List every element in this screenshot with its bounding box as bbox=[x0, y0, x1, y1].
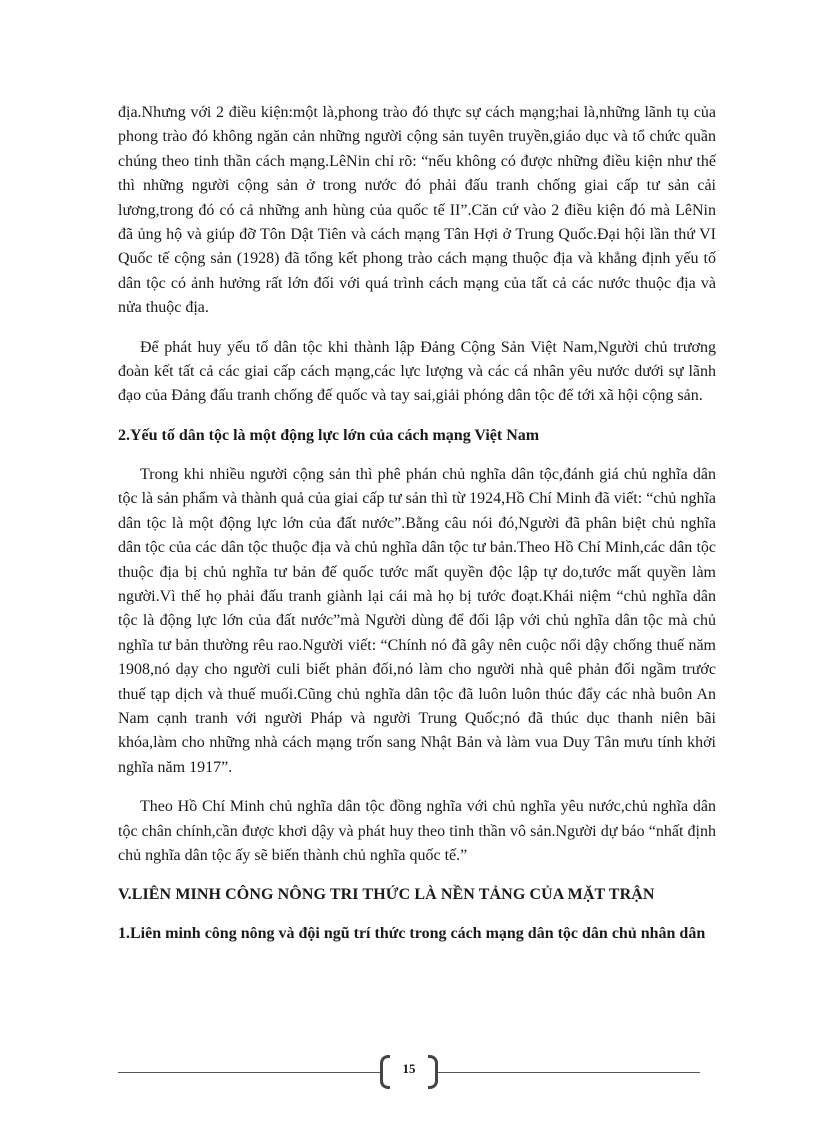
paragraph-party-founding: Để phát huy yếu tố dân tộc khi thành lập Đảng Cộng Sản Việt Nam,Người chủ trương đoàn kết tất cả các giai cấp cách mạng,các lực lượng và các cá nhân yêu nước dưới sự lãnh đạo của Đảng đấu tranh chống đế quốc và tay sai,giải phóng dân tộc để tới xã hội cộng sản. bbox=[118, 338, 716, 405]
subsection-1-heading: 1.Liên minh công nông và đội ngũ trí thức trong cách mạng dân tộc dân chủ nhân dân bbox=[118, 925, 706, 943]
footer-bracket-left bbox=[380, 1055, 390, 1089]
paragraph-nationalism-patriotism: Theo Hồ Chí Minh chủ nghĩa dân tộc đồng nghĩa với chủ nghĩa yêu nước,chủ nghĩa dân tộc chân chính,cần được khơi dậy và phát huy theo tinh thần vô sản.Người dự báo “nhất định chủ nghĩa dân tộc ấy sẽ biến thành chủ nghĩa quốc tế.” bbox=[118, 798, 716, 864]
footer-rule-right bbox=[438, 1072, 700, 1073]
section-V-heading: V.LIÊN MINH CÔNG NÔNG TRI THỨC LÀ NỀN TẢNG CỦA MẶT TRẬN bbox=[118, 886, 655, 904]
paragraph-nationalism-driving-force: Trong khi nhiều người cộng sản thì phê phán chủ nghĩa dân tộc,đánh giá chủ nghĩa dân tộc là sản phẩm và thành quả của giai cấp tư sản thì từ 1924,Hồ Chí Minh đã viết: “chủ nghĩa dân tộc là một động lực lớn của đất nước”.Bằng câu nói đó,Người đã phân biệt chủ nghĩa dân tộc của các dân tộc thuộc địa và chủ nghĩa dân tộc tư bản.Theo Hồ Chí Minh,các dân tộc thuộc địa bị chủ nghĩa tư bản đế quốc tước mất quyền độc lập tự do,tước mất quyền làm người.Vì thế họ phải đấu tranh giành lại cái mà họ bị tước đoạt.Khái niệm “chủ nghĩa dân tộc là động lực lớn của đất nước”mà Người dùng để đối lập với chủ nghĩa dân tộc mà chủ nghĩa tư bản thường rêu rao.Người viết: “Chính nó đã gây nên cuộc nổi dậy chống thuế năm 1908,nó dạy cho người culi biết phản đối,nó làm cho người nhà quê phản đối ngầm trước thuế tạp dịch và thuế muối.Cũng chủ nghĩa dân tộc đã luôn luôn thúc đẩy các nhà buôn An Nam cạnh tranh với người Pháp và người Trung Quốc;nó đã thúc dục thanh niên bãi khóa,làm cho những nhà cách mạng trốn sang Nhật Bản và làm vua Duy Tân mưu tính khởi nghĩa năm 1917”. bbox=[118, 465, 716, 776]
page-footer bbox=[118, 1055, 700, 1089]
page-number: 15 bbox=[402, 1061, 416, 1076]
paragraph-national-factor-conditions: địa.Nhưng với 2 điều kiện:một là,phong trào đó thực sự cách mạng;hai là,những lãnh tụ của phong trào đó không ngăn cản những người cộng sản tuyên truyền,giáo dục và tổ chức quần chúng theo tinh thần cách mạng.LêNin chỉ rõ: “nếu không có được những điều kiện như thế thì những người cộng sản ở trong nước đó phải đấu tranh chống giai cấp tư sản cải lương,trong đó có cả những anh hùng của quốc tế II”.Căn cứ vào 2 điều kiện đó mà LêNin đã ủng hộ và giúp đỡ Tôn Dật Tiên và cách mạng Tân Hợi ở Trung Quốc.Đại hội lần thứ VI Quốc tế cộng sản (1928) đã tổng kết phong trào cách mạng thuộc địa và khẳng định yếu tố dân tộc có ảnh hưởng rất lớn đối với quá trình cách mạng của tất cả các nước thuộc địa và nửa thuộc địa. bbox=[118, 104, 716, 317]
page-body bbox=[118, 101, 716, 961]
section-2-heading: 2.Yếu tố dân tộc là một động lực lớn của cách mạng Việt Nam bbox=[118, 426, 540, 444]
footer-rule-left bbox=[118, 1072, 380, 1073]
footer-bracket-right bbox=[428, 1055, 438, 1089]
